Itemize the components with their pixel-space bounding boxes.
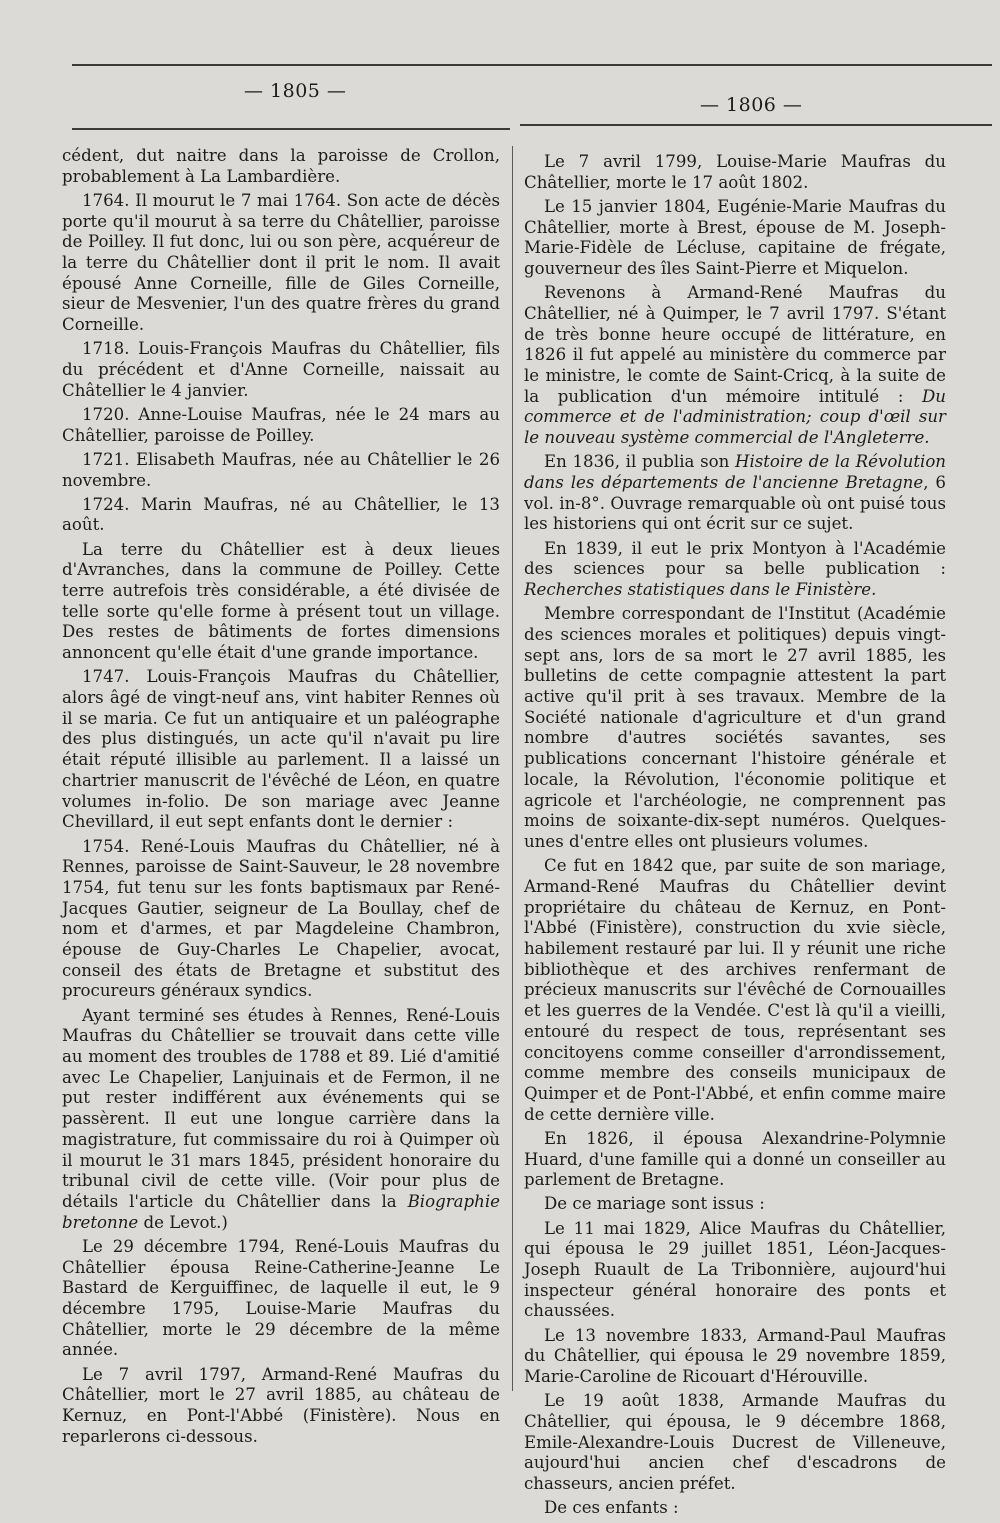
book-title: Histoire de la Révolution dans les départements de l'ancienne Bretagne — [524, 452, 946, 493]
paragraph: 1721. Elisabeth Maufras, née au Châtellier le 26 novembre. — [62, 449, 500, 490]
paragraph: Le 13 novembre 1833, Armand-Paul Maufras du Châtellier, qui épousa le 29 novembre 1859, Marie-Caroline de Ricouart d'Hérouville. — [524, 1325, 946, 1387]
paragraph: cédent, dut naitre dans la paroisse de Crollon, probablement à La Lambardière. — [62, 146, 500, 186]
paragraph: 1754. René-Louis Maufras du Châtellier, né à Rennes, paroisse de Saint-Sauveur, le 28 novembre 1754, fut tenu sur les fonts baptismaux par René-Jacques Gautier, seigneur de La Boullay, chef de nom et d'armes, et par Magdeleine Chambron, épouse de Guy-Charles Le Chapelier, avocat, conseil des états de Bretagne et substitut des procureurs généraux syndics. — [62, 836, 500, 1001]
paragraph — [524, 283, 946, 449]
text-run: , 6 vol. in-8°. Ouvrage remarquable où ont puisé tous les historiens qui ont écrit sur ce sujet. — [524, 473, 946, 534]
paragraph: 1764. Il mourut le 7 mai 1764. Son acte de décès porte qu'il mourut à sa terre du Châtellier, paroisse de Poilley. Il fut donc, lui ou son père, acquéreur de la terre du Châtellier dont il prit le nom. Il avait épousé Anne Corneille, fille de Giles Corneille, sieur de Mesvenier, l'un des quatre frères du grand Corneille. — [62, 190, 500, 335]
paragraph: 1747. Louis-François Maufras du Châtellier, alors âgé de vingt-neuf ans, vint habiter Rennes où il se maria. Ce fut un antiquaire et un paléographe des plus distingués, un acte qu'il n'avait pu lire était réputé illisible au parlement. Il a laissé un chartrier manuscrit de l'évêché de Léon, en quatre volumes in-folio. De son mariage avec Jeanne Chevillard, il eut sept enfants dont le dernier : — [62, 667, 500, 832]
text-run: Ayant terminé ses études à Rennes, René-Louis Maufras du Châtellier se trouvait dans cette ville au moment des troubles de 1788 et 89. Lié d'amitié avec Le Chapelier, Lanjuinais et de Fermon, il ne put rester indifférent aux événements qui se passèrent. Il eut une longue carrière dans la magistrature, fut commissaire du roi à Quimper où il mourut le 31 mars 1845, président honoraire du tribunal civil de cette ville. (Voir pour plus de détails l'article du Châtellier dans la — [62, 1005, 500, 1211]
paragraph — [62, 1006, 500, 1234]
paragraph — [524, 539, 946, 601]
left-column-rule — [72, 128, 510, 130]
paragraph: De ce mariage sont issus : — [544, 1194, 765, 1214]
left-column — [62, 146, 500, 1451]
paragraph: Le 11 mai 1829, Alice Maufras du Châtellier, qui épousa le 29 juillet 1851, Léon-Jacques-Joseph Ruault de La Tribonnière, aujourd'hui inspecteur général honoraire des ponts et chaussées. — [524, 1218, 946, 1321]
book-title: Recherches statistiques dans le Finistère. — [524, 580, 877, 600]
column-divider — [512, 146, 513, 1391]
right-column — [524, 152, 946, 1523]
page-number-left: — 1805 — — [244, 80, 347, 102]
text-run: En 1836, il publia son — [544, 452, 735, 472]
right-column-rule — [520, 124, 992, 126]
page-number-right: — 1806 — — [700, 94, 803, 116]
paragraph: 1724. Marin Maufras, né au Châtellier, le 13 août. — [62, 494, 500, 535]
paragraph: De ces enfants : — [544, 1498, 679, 1518]
header-rule — [72, 64, 992, 66]
paragraph: Le 15 janvier 1804, Eugénie-Marie Maufras du Châtellier, morte à Brest, épouse de M. Joseph-Marie-Fidèle de Lécluse, capitaine de frégate, gouverneur des îles Saint-Pierre et Miquelon. — [524, 196, 946, 279]
paragraph: Le 7 avril 1797, Armand-René Maufras du Châtellier, mort le 27 avril 1885, au château de Kernuz, en Pont-l'Abbé (Finistère). Nous en reparlerons ci-dessous. — [62, 1364, 500, 1446]
text-run: En 1839, il eut le prix Montyon à l'Académie des sciences pour sa belle publication : — [524, 538, 946, 579]
paragraph: Le 29 décembre 1794, René-Louis Maufras du Châtellier épousa Reine-Catherine-Jeanne Le Bastard de Kerguiffinec, de laquelle il eut, le 9 décembre 1795, Louise-Marie Maufras du Châtellier, morte le 29 décembre de la même année. — [62, 1236, 500, 1360]
paragraph: Ce fut en 1842 que, par suite de son mariage, Armand-René Maufras du Châtellier devint propriétaire du château de Kernuz, en Pont-l'Abbé (Finistère), construction du xvie siècle, habilement restauré par lui. Il y réunit une riche bibliothèque et des archives renfermant de précieux manuscrits sur l'évêché de Cornouailles et les guerres de la Vendée. C'est là qu'il a vieilli, entouré du respect de tous, représentant ses concitoyens comme conseiller d'arrondissement, comme membre des conseils municipaux de Quimper et de Pont-l'Abbé, et enfin comme maire de cette dernière ville. — [524, 856, 946, 1124]
paragraph: Le 7 avril 1799, Louise-Marie Maufras du Châtellier, morte le 17 août 1802. — [524, 152, 946, 192]
book-title: Du commerce et de l'administration; coup d'œil sur le nouveau système commercial de l'Angleterre. — [524, 386, 946, 448]
paragraph: 1720. Anne-Louise Maufras, née le 24 mars au Châtellier, paroisse de Poilley. — [62, 404, 500, 445]
paragraph — [524, 452, 946, 535]
book-title: Biographie bretonne — [62, 1191, 500, 1232]
paragraph: La terre du Châtellier est à deux lieues d'Avranches, dans la commune de Poilley. Cette terre autrefois très considérable, a été divisée de telle sorte qu'elle forme à présent tout un village. Des restes de bâtiments de fortes dimensions annoncent qu'elle était d'une grande importance. — [62, 539, 500, 663]
paragraph: En 1826, il épousa Alexandrine-Polymnie Huard, d'une famille qui a donné un conseiller au parlement de Bretagne. — [524, 1128, 946, 1190]
paragraph: Le 19 août 1838, Armande Maufras du Châtellier, qui épousa, le 9 décembre 1868, Emile-Alexandre-Louis Ducrest de Villeneuve, aujourd'hui ancien chef d'escadrons de chasseurs, ancien préfet. — [524, 1391, 946, 1494]
text-run: Revenons à Armand-René Maufras du Châtellier, né à Quimper, le 7 avril 1797. S'étant de très bonne heure occupé de littérature, en 1826 il fut appelé au ministère du commerce par le ministre, le comte de Saint-Cricq, à la suite de la publication d'un mémoire intitulé : — [524, 283, 946, 406]
text-run: de Levot.) — [138, 1212, 228, 1232]
paragraph: Membre correspondant de l'Institut (Académie des sciences morales et politiques) depuis vingt-sept ans, lors de sa mort le 27 avril 1885, les bulletins de cette compagnie attestent la part active qu'il prit à ses travaux. Membre de la Société nationale d'agriculture et d'un grand nombre d'autres sociétés savantes, ses publications concernant l'histoire générale et locale, la Révolution, l'économie politique et agricole et l'archéologie, ne comprennent pas moins de soixante-dix-sept numéros. Quelques-unes d'entre elles ont plusieurs volumes. — [524, 604, 946, 851]
paragraph: 1718. Louis-François Maufras du Châtellier, fils du précédent et d'Anne Corneille, naissait au Châtellier le 4 janvier. — [62, 339, 500, 400]
